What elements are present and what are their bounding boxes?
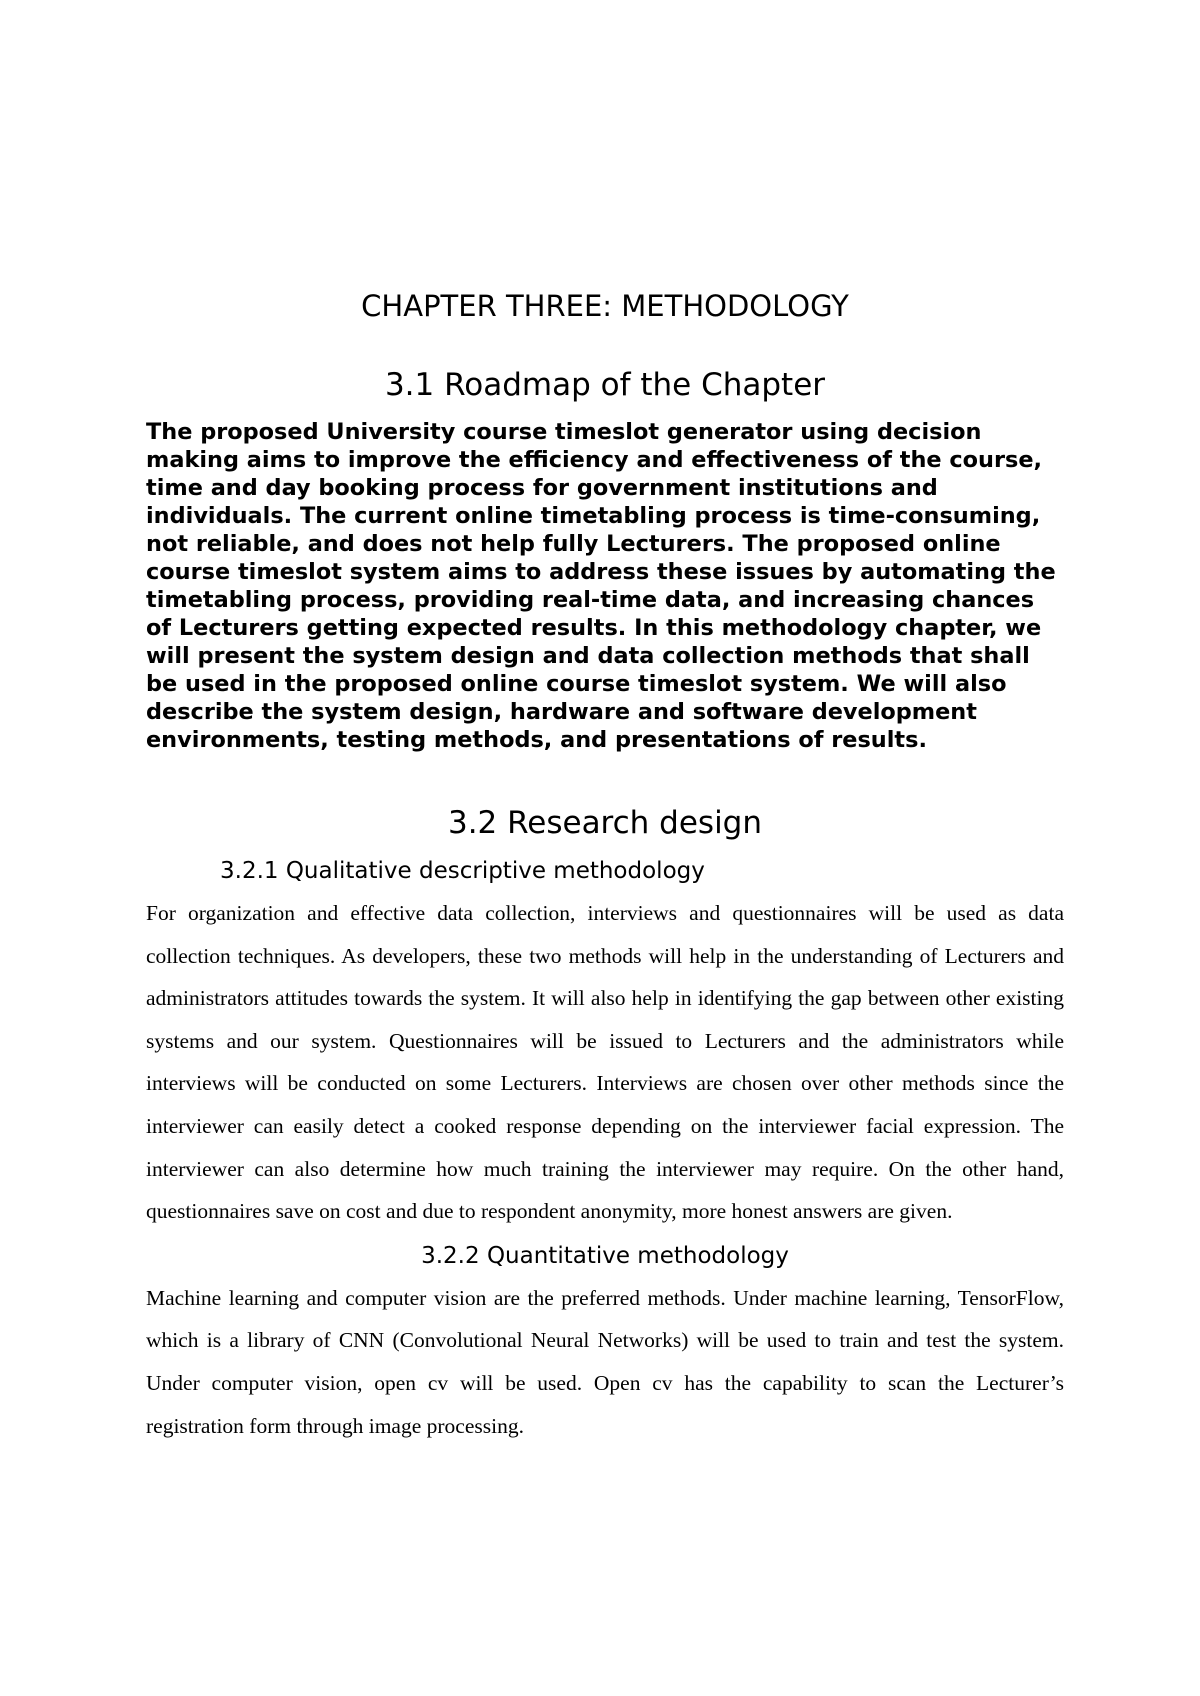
subsection-3-2-1-heading: 3.2.1 Qualitative descriptive methodology bbox=[220, 858, 705, 884]
section-3-1-heading: 3.1 Roadmap of the Chapter bbox=[384, 367, 826, 403]
page-content bbox=[146, 288, 1064, 1447]
subsection-3-2-2-heading: 3.2.2 Quantitative methodology bbox=[421, 1242, 789, 1269]
section-3-2-heading: 3.2 Research design bbox=[447, 805, 763, 841]
section-3-1-paragraph: The proposed University course timeslot generator using decision making aims to improve the efficiency and effectiveness of the course, time and day booking process for government institutions and individuals. The current online timetabling process is time-consuming, not reliable, and does not help fully Lecturers. The proposed online course timeslot system aims to address these issues by automating the timetabling process, providing real-time data, and increasing chances of Lecturers getting expected results. In this methodology chapter, we will present the system design and data collection methods that shall be used in the proposed online course timeslot system. We will also describe the system design, hardware and software development environments, testing methods, and presentations of results. bbox=[146, 419, 1056, 753]
chapter-title: CHAPTER THREE: METHODOLOGY bbox=[361, 289, 849, 323]
subsection-3-2-1-paragraph: For organization and effective data collection, interviews and questionnaires will be used as data collection techniques. As developers, these two methods will help in the understanding of Lecturers and administrators attitudes towards the system. It will also help in identifying the gap between other existing systems and our system. Questionnaires will be issued to Lecturers and the administrators while interviews will be conducted on some Lecturers. Interviews are chosen over other methods since the interviewer can easily detect a cooked response depending on the interviewer facial expression. The interviewer can also determine how much training the interviewer may require. On the other hand, questionnaires save on cost and due to respondent anonymity, more honest answers are given. bbox=[146, 901, 1064, 1224]
subsection-3-2-2-paragraph: Machine learning and computer vision are the preferred methods. Under machine learning, TensorFlow, which is a library of CNN (Convolutional Neural Networks) will be used to train and test the system. Under computer vision, open cv will be used. Open cv has the capability to scan the Lecturer’s registration form through image processing. bbox=[146, 1285, 1064, 1438]
